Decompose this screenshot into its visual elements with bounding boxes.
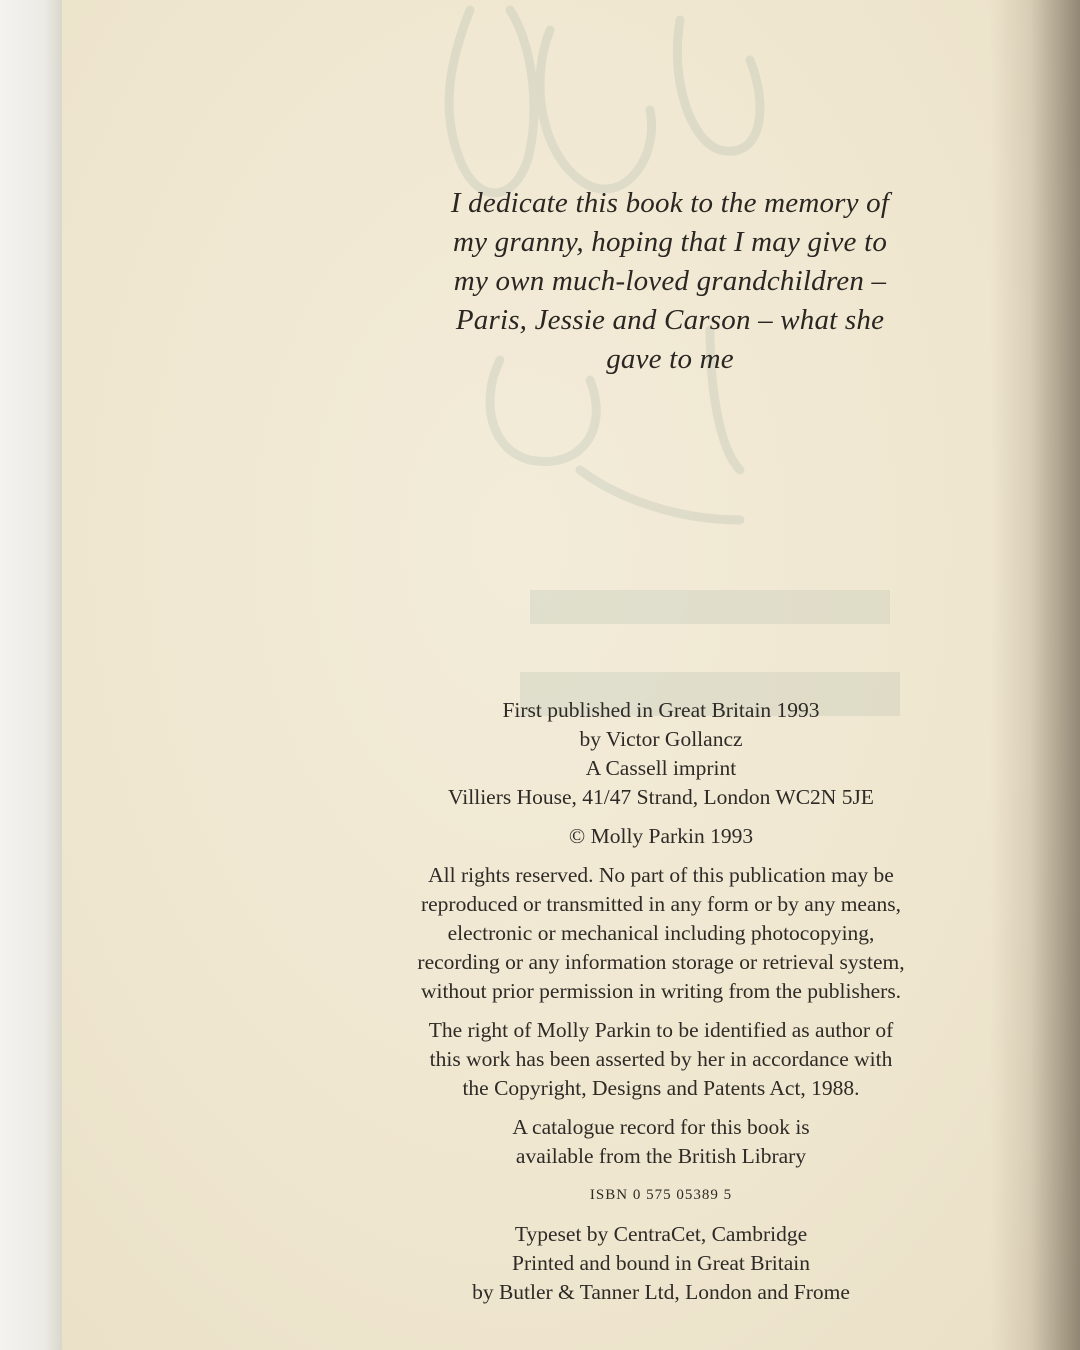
publication-line: by Victor Gollancz [579,727,743,751]
rights-line: without prior permission in writing from the publishers. [420,979,902,1003]
author-right-line: the Copyright, Designs and Patents Act, 1988. [462,1076,860,1100]
dedication-line: Paris, Jessie and Carson – what she [455,304,885,336]
printer-line: by Butler & Tanner Ltd, London and Frome [472,1280,850,1304]
copyright-page-text [332,696,990,1317]
dedication [390,184,950,379]
printer-line: Typeset by CentraCet, Cambridge [514,1222,808,1246]
isbn: ISBN 0 575 05389 5 [589,1187,733,1203]
dedication-line: I dedicate this book to the memory of [450,187,890,219]
printer-line: Printed and bound in Great Britain [512,1251,810,1275]
catalogue-line: A catalogue record for this book is [512,1115,810,1139]
catalogue-line: available from the British Library [515,1144,807,1168]
author-right-line: The right of Molly Parkin to be identified as author of [428,1018,894,1042]
rights-line: electronic or mechanical including photocopying, [447,921,875,945]
publication-line: First published in Great Britain 1993 [502,698,820,722]
printer-info [332,1220,990,1307]
rights-line: recording or any information storage or retrieval system, [417,950,905,974]
publication-info [332,696,990,812]
gutter-shadow [990,0,1080,1350]
dedication-line: my own much-loved grandchildren – [453,265,887,297]
rights-line: reproduced or transmitted in any form or by any means, [420,892,902,916]
publication-line: Villiers House, 41/47 Strand, London WC2N 5JE [448,785,874,809]
author-right [332,1016,990,1103]
rights-line: All rights reserved. No part of this publication may be [428,863,894,887]
rights-reserved [332,861,990,1006]
copyright-notice [332,822,990,851]
author-right-line: this work has been asserted by her in accordance with [429,1047,893,1071]
catalogue-record [332,1113,990,1171]
publication-line: A Cassell imprint [585,756,737,780]
dedication-line: gave to me [606,343,734,375]
copyright-line: © Molly Parkin 1993 [568,824,754,848]
facing-page-edge [0,0,62,1350]
dedication-line: my granny, hoping that I may give to [452,226,888,258]
show-through-illustration [380,0,900,760]
